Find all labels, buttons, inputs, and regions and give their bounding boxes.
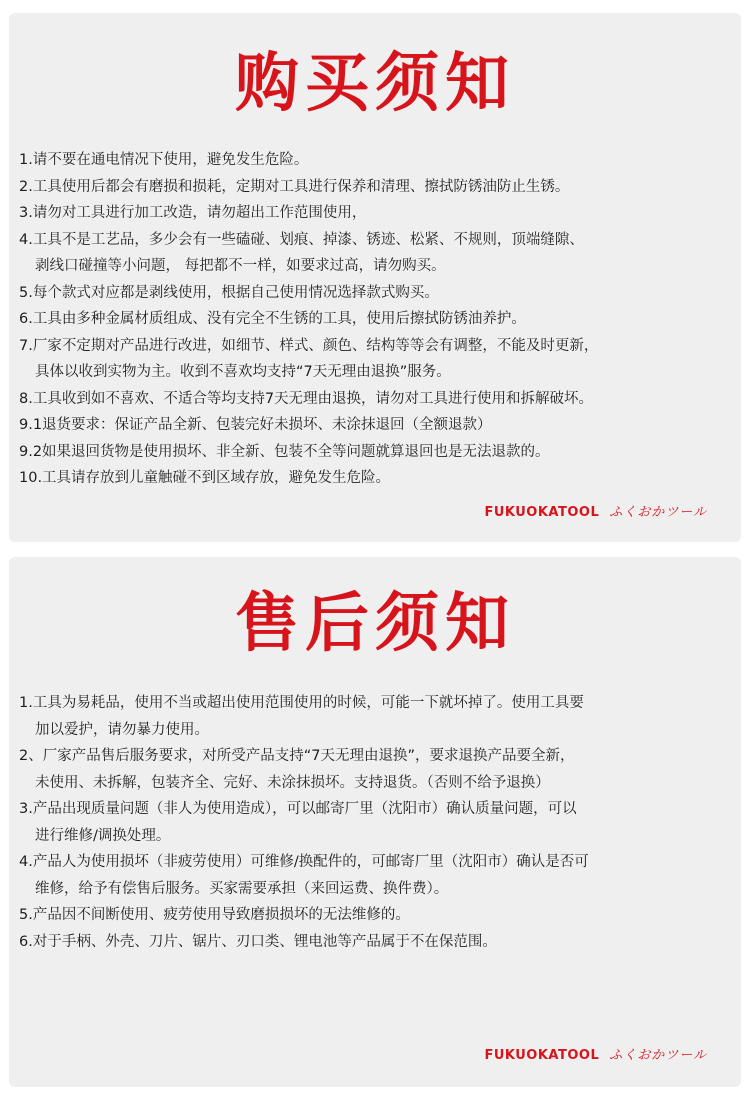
purchase-rule-line: 10.工具请存放到儿童触碰不到区域存放，避免发生危险。	[19, 470, 391, 486]
brand-signature	[484, 1044, 707, 1063]
purchase-rule-line: 4.工具不是工艺品，多少会有一些磕碰、划痕、掉漆、锈迹、松紧、不规则，顶端缝隙、	[19, 231, 584, 248]
purchase-rule-line: 5.每个款式对应都是剥线使用，根据自己使用情况选择款式购买。	[19, 284, 439, 301]
purchase-notice-card	[9, 13, 741, 542]
aftersales-rule-line: 未使用、未拆解，包装齐全、完好、未涂抹损坏。支持退货。（否则不给予退换）	[35, 774, 550, 791]
brand-name: FUKUOKATOOL	[484, 1048, 600, 1063]
aftersales-rule-line: 维修，给予有偿售后服务。买家需要承担（来回运费、换件费）。	[35, 880, 449, 897]
aftersales-rule-line: 5.产品因不间断使用、疲劳使用导致磨损损坏的无法维修的。	[19, 907, 410, 923]
aftersales-notice-card	[9, 557, 741, 1087]
purchase-notice-title: 购买须知	[235, 47, 515, 121]
aftersales-rule-line: 进行维修/调换处理。	[35, 827, 171, 844]
brand-signature	[484, 501, 707, 520]
aftersales-rule-line: 4.产品人为使用损坏（非疲劳使用）可维修/换配件的，可邮寄厂里（沈阳市）确认是否可	[19, 854, 589, 870]
purchase-rule-line: 8.工具收到如不喜欢、不适合等均支持7天无理由退换，请勿对工具进行使用和拆解破坏。	[19, 390, 594, 407]
brand-kana: ふくおかツール	[609, 505, 707, 520]
aftersales-rule-line: 6.对于手柄、外壳、刀片、锯片、刃口类、锂电池等产品属于不在保范围。	[19, 933, 497, 950]
purchase-rule-line: 9.2如果退回货物是使用损坏、非全新、包装不全等问题就算退回也是无法退款的。	[19, 443, 550, 460]
purchase-rule-line: 2.工具使用后都会有磨损和损耗，定期对工具进行保养和清理、擦拭防锈油防止生锈。	[19, 178, 570, 195]
aftersales-rule-line: 加以爱护，请勿暴力使用。	[35, 721, 209, 738]
purchase-rule-line: 1.请不要在通电情况下使用，避免发生危险。	[19, 152, 309, 168]
purchase-rule-line: 具体以收到实物为主。收到不喜欢均支持“7天无理由退换”服务。	[35, 364, 451, 380]
purchase-rule-line: 9.1退货要求：保证产品全新、包装完好未损坏、未涂抹退回（全额退款）	[19, 417, 492, 433]
purchase-rule-line: 剥线口碰撞等小问题， 每把都不一样，如要求过高，请勿购买。	[35, 258, 446, 274]
brand-name: FUKUOKATOOL	[484, 505, 600, 520]
aftersales-notice-title: 售后须知	[235, 587, 515, 661]
aftersales-rule-line: 2、厂家产品售后服务要求，对所受产品支持“7天无理由退换”，要求退换产品要全新，	[19, 748, 575, 764]
brand-kana: ふくおかツール	[609, 1048, 707, 1063]
aftersales-rule-line: 3.产品出现质量问题（非人为使用造成），可以邮寄厂里（沈阳市）确认质量问题，可以	[19, 801, 577, 817]
purchase-notice-list	[19, 147, 733, 492]
purchase-rule-line: 6.工具由多种金属材质组成、没有完全不生锈的工具，使用后擦拭防锈油养护。	[19, 311, 526, 327]
aftersales-notice-list	[19, 690, 733, 955]
aftersales-rule-line: 1.工具为易耗品，使用不当或超出使用范围使用的时候，可能一下就坏掉了。使用工具要	[19, 695, 584, 711]
purchase-rule-line: 3.请勿对工具进行加工改造，请勿超出工作范围使用，	[19, 205, 367, 221]
purchase-rule-line: 7.厂家不定期对产品进行改进，如细节、样式、颜色、结构等等会有调整，不能及时更新，	[19, 337, 599, 354]
